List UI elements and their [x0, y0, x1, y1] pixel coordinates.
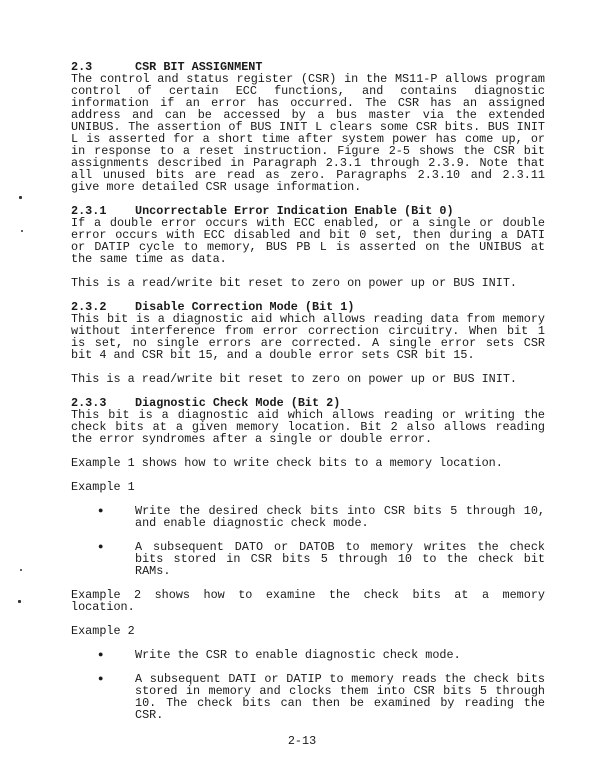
paragraph [71, 277, 545, 289]
bullet-item [71, 541, 545, 577]
text-line: Example 1 shows how to write check bits to a memory location. [71, 456, 503, 470]
text-line: in response to a reset instruction. Figure 2-5 shows the CSR bit [71, 144, 545, 158]
text-line: address and can be accessed by a bus master via the extended [71, 108, 545, 122]
section-title: Diagnostic Check Mode (Bit 2) [135, 396, 341, 410]
text-line: The control and status register (CSR) in the MS11-P allows program [71, 72, 545, 86]
text-line: location. [71, 600, 135, 614]
text-line: stored in memory and clocks them into CSR bits 5 through [135, 684, 545, 698]
text-line: If a double error occurs with ECC enabled, or a single or double [71, 216, 545, 230]
bullet-icon: ● [98, 506, 104, 516]
paragraph [71, 217, 545, 265]
text-line: RAMs. [135, 564, 171, 578]
paragraph [71, 625, 545, 637]
text-line: This bit is a diagnostic aid which allows reading or writing the [71, 408, 545, 422]
text-line: L is asserted for a short time after system power has come up, or [71, 132, 545, 146]
text-line: Example 1 [71, 480, 135, 494]
text-line: CSR. [135, 708, 164, 722]
scan-speck [19, 196, 22, 199]
text-line: assignments described in Paragraph 2.3.1 through 2.3.9. Note that [71, 156, 545, 170]
scan-speck [18, 600, 21, 603]
paragraph [71, 373, 545, 385]
scan-speck [20, 569, 22, 571]
section-title: Disable Correction Mode (Bit 1) [135, 300, 355, 314]
paragraph [71, 457, 545, 469]
text-line: This is a read/write bit reset to zero on power up or BUS INIT. [71, 276, 517, 290]
text-line: Example 2 shows how to examine the check bits at a memory [71, 588, 545, 602]
text-line: Example 2 [71, 624, 135, 638]
text-line: UNIBUS. The assertion of BUS INIT L clears some CSR bits. BUS INIT [71, 120, 545, 134]
text-line: control of certain ECC functions, and contains diagnostic [71, 84, 545, 98]
text-line: A subsequent DATI or DATIP to memory reads the check bits [135, 672, 545, 686]
text-line: all unused bits are read as zero. Paragraphs 2.3.10 and 2.3.11 [71, 168, 545, 182]
page-number: 2-13 [287, 734, 317, 748]
text-line: error occurs with ECC disabled and bit 0 set, then during a DATI [71, 228, 545, 242]
text-line: the error syndromes after a single or double error. [71, 432, 433, 446]
document-body [71, 61, 545, 721]
text-line: A subsequent DATO or DATOB to memory writes the check [135, 540, 545, 554]
section-number: 2.3.2 [71, 300, 107, 314]
bullet-icon: ● [98, 650, 104, 660]
paragraph [71, 409, 545, 445]
text-line: 10. The check bits can then be examined by reading the [135, 696, 545, 710]
bullet-icon: ● [98, 674, 104, 684]
text-line: is set, no single errors are corrected. A single error sets CSR [71, 336, 545, 350]
text-line: check bits at a given memory location. Bit 2 also allows reading [71, 420, 545, 434]
text-line: Write the desired check bits into CSR bits 5 through 10, [135, 504, 545, 518]
bullet-icon: ● [98, 542, 104, 552]
text-line: the same time as data. [71, 252, 227, 266]
scan-speck [21, 230, 23, 232]
text-line: give more detailed CSR usage information. [71, 180, 362, 194]
section-title: Uncorrectable Error Indication Enable (Bit 0) [135, 204, 454, 218]
text-line: without interference from error correction circuitry. When bit 1 [71, 324, 545, 338]
paragraph [71, 481, 545, 493]
section-number: 2.3.3 [71, 396, 107, 410]
text-line: Write the CSR to enable diagnostic check mode. [135, 648, 461, 662]
text-line: information if an error has occurred. The CSR has an assigned [71, 96, 545, 110]
paragraph [71, 313, 545, 361]
bullet-item [71, 649, 545, 661]
text-line: This is a read/write bit reset to zero on power up or BUS INIT. [71, 372, 517, 386]
bullet-item [71, 505, 545, 529]
text-line: bits stored in CSR bits 5 through 10 to the check bit [135, 552, 545, 566]
bullet-item [71, 673, 545, 721]
paragraph [71, 589, 545, 613]
text-line: or DATIP cycle to memory, BUS PB L is asserted on the UNIBUS at [71, 240, 545, 254]
text-line: This bit is a diagnostic aid which allows reading data from memory [71, 312, 545, 326]
paragraph [71, 73, 545, 193]
section-title: CSR BIT ASSIGNMENT [135, 60, 263, 74]
text-line: and enable diagnostic check mode. [135, 516, 369, 530]
text-line: bit 4 and CSR bit 15, and a double error sets CSR bit 15. [71, 348, 475, 362]
section-number: 2.3 [71, 60, 93, 74]
section-number: 2.3.1 [71, 204, 107, 218]
